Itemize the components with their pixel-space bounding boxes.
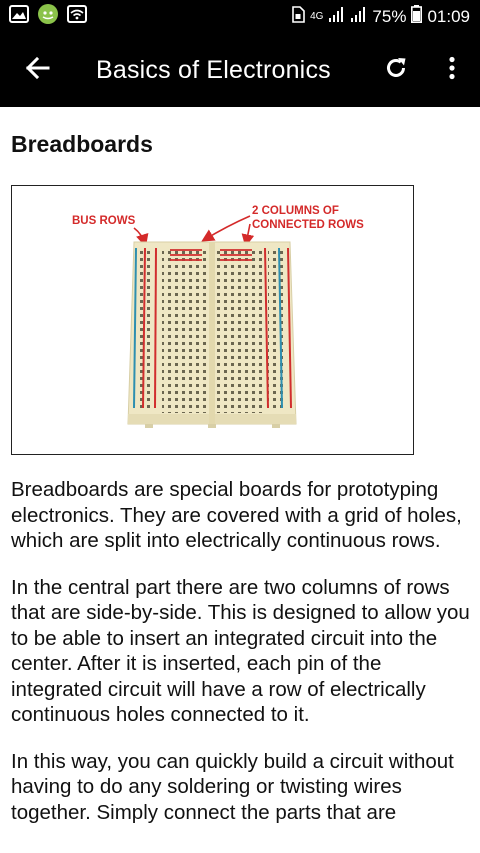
notification-icons	[0, 3, 87, 30]
sim-icon	[291, 6, 305, 28]
paragraph: In the central part there are two columns of rows that are side-by-side. This is designed to allow you to be able to insert an integrated circuit into the center. After it is inserted, each pin of the integrated circuit will have a row of electrically continuous holes connected to it.	[11, 575, 470, 726]
label-columns-line2: CONNECTED ROWS	[252, 219, 364, 231]
back-button[interactable]	[0, 33, 74, 107]
arrow-columns-left	[204, 216, 250, 240]
app-title: Basics of Electronics	[96, 55, 331, 84]
network-type: 4G	[310, 10, 324, 22]
arrow-columns-right	[246, 224, 250, 244]
refresh-icon	[384, 56, 408, 85]
system-status	[291, 5, 480, 28]
more-options-button[interactable]	[424, 33, 480, 107]
article-content[interactable]	[0, 107, 480, 853]
app-bar	[0, 33, 480, 107]
clock: 01:09	[427, 6, 470, 26]
label-bus-rows: BUS ROWS	[72, 215, 136, 227]
signal-icon	[328, 7, 345, 27]
paragraph: In this way, you can quickly build a circuit without having to do any soldering or twisting wires together. Simply connect the parts that are	[11, 749, 454, 824]
refresh-button[interactable]	[368, 33, 424, 107]
paragraph: Breadboards are special boards for prototyping electronics. They are covered with a grid of holes, which are split into electrically continuous rows.	[11, 478, 462, 552]
android-icon	[37, 3, 59, 30]
more-vert-icon	[448, 56, 456, 85]
battery-icon	[411, 5, 422, 28]
battery-percent: 75%	[372, 6, 407, 26]
label-columns-line1: 2 COLUMNS OF	[252, 205, 339, 217]
signal-icon	[350, 7, 367, 27]
article-heading: Breadboards	[11, 131, 153, 157]
article-body	[11, 477, 473, 846]
breadboard-figure	[11, 185, 414, 455]
status-bar	[0, 0, 480, 33]
wifi-icon	[67, 5, 87, 28]
breadboard-illustration	[12, 186, 413, 454]
back-arrow-icon	[24, 56, 50, 85]
image-icon	[9, 5, 29, 28]
breadboard	[128, 242, 296, 428]
